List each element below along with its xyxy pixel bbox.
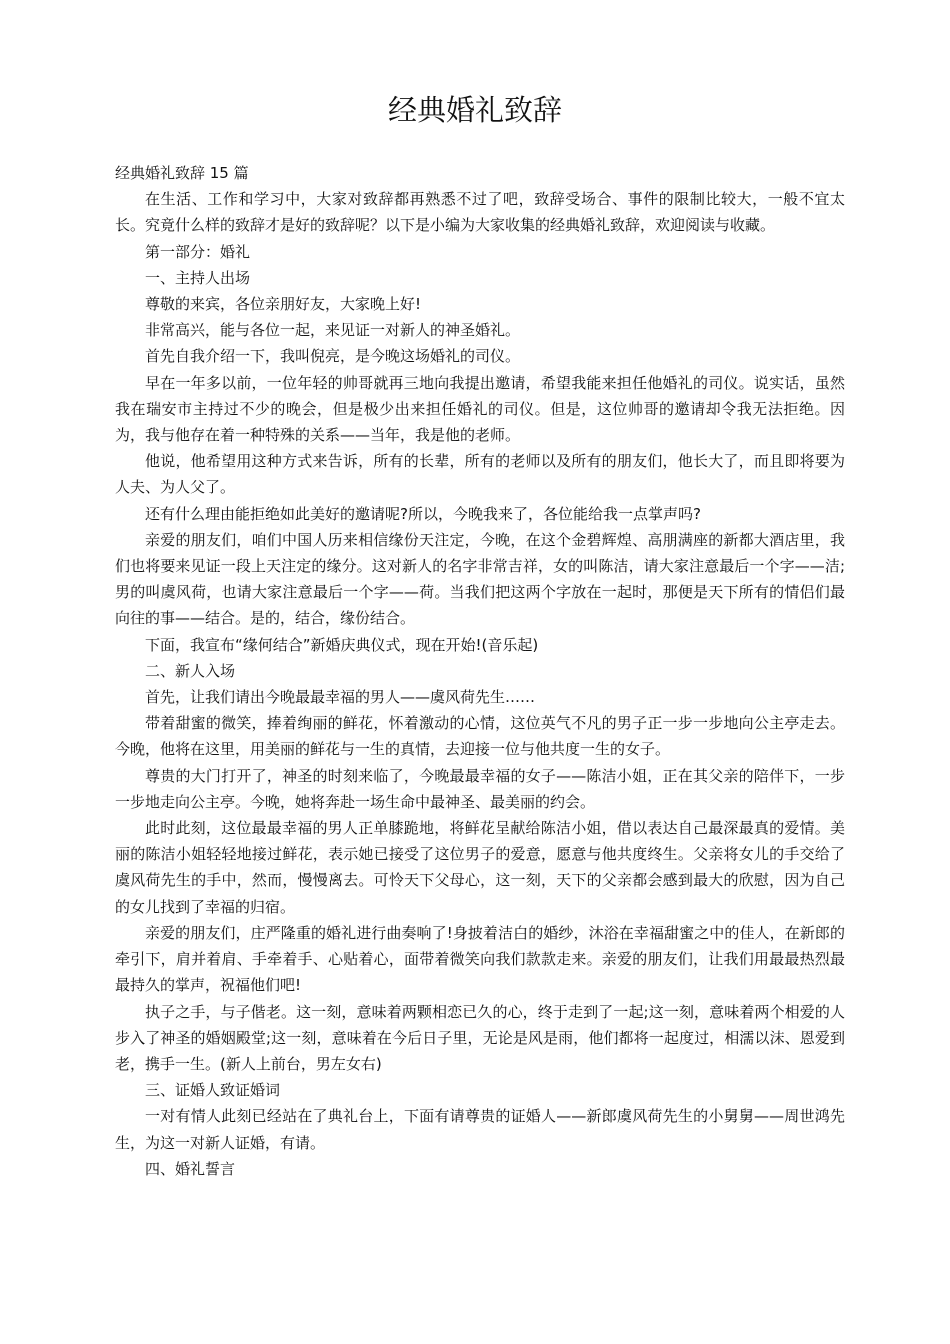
paragraph: 亲爱的朋友们，庄严隆重的婚礼进行曲奏响了!身披着洁白的婚纱，沐浴在幸福甜蜜之中的佳人，在新郎的牵引下，肩并着肩、手牵着手、心贴着心，面带着微笑向我们款款走来。亲爱的朋友们，让我们用最最热烈最最持久的掌声，祝福他们吧! xyxy=(115,923,845,995)
paragraph: 下面，我宣布“缘何结合”新婚庆典仪式，现在开始!(音乐起) xyxy=(145,635,539,654)
paragraph: 非常高兴，能与各位一起，来见证一对新人的神圣婚礼。 xyxy=(145,321,521,340)
page-title: 经典婚礼致辞 xyxy=(387,93,562,127)
section-heading-witness-speech: 三、证婚人致证婚词 xyxy=(145,1081,281,1100)
paragraph: 执子之手，与子偕老。这一刻，意味着两颗相恋已久的心，终于走到了一起;这一刻，意味着两个相爱的人步入了神圣的婚姻殿堂;这一刻，意味着在今后日子里，无论是风是雨，他们都将一起度过，相濡以沫、恩爱到老，携手一生。(新人上前台，男左女右) xyxy=(115,1002,845,1073)
paragraph: 一对有情人此刻已经站在了典礼台上，下面有请尊贵的证婚人——新郎虞风荷先生的小舅舅——周世鸿先生，为这一对新人证婚，有请。 xyxy=(115,1107,845,1152)
section-heading-host-entrance: 一、主持人出场 xyxy=(145,268,251,287)
paragraph: 尊敬的来宾，各位亲朋好友，大家晚上好! xyxy=(145,295,422,314)
section-heading-part-one: 第一部分：婚礼 xyxy=(145,242,251,261)
document-body xyxy=(115,160,845,1182)
paragraph: 带着甜蜜的微笑，捧着绚丽的鲜花，怀着激动的心情，这位英气不凡的男子正一步一步地向公主亭走去。今晚，他将在这里，用美丽的鲜花与一生的真情，去迎接一位与他共度一生的女子。 xyxy=(115,714,845,759)
paragraph: 还有什么理由能拒绝如此美好的邀请呢?所以，今晚我来了，各位能给我一点掌声吗? xyxy=(145,504,701,523)
paragraph: 首先自我介绍一下，我叫倪亮，是今晚这场婚礼的司仪。 xyxy=(145,347,521,366)
paragraph: 他说，他希望用这种方式来告诉，所有的长辈，所有的老师以及所有的朋友们，他长大了，而且即将要为人夫、为人父了。 xyxy=(115,452,845,497)
paragraph: 首先，让我们请出今晚最最幸福的男人——虞风荷先生…… xyxy=(145,688,536,707)
document-subtitle: 经典婚礼致辞 15 篇 xyxy=(115,164,249,182)
paragraph: 亲爱的朋友们，咱们中国人历来相信缘份天注定，今晚，在这个金碧辉煌、高朋满座的新都大酒店里，我们也将要来见证一段上天注定的缘分。这对新人的名字非常吉祥，女的叫陈洁，请大家注意最后一个字——洁;男的叫虞风荷，也请大家注意最后一个字——荷。当我们把这两个字放在一起时，那便是天下所有的情侣们最向往的事——结合。是的，结合，缘份结合。 xyxy=(115,530,845,628)
section-heading-couple-entrance: 二、新人入场 xyxy=(145,661,236,680)
paragraph-intro: 在生活、工作和学习中，大家对致辞都再熟悉不过了吧，致辞受场合、事件的限制比较大，一般不宜太长。究竟什么样的致辞才是好的致辞呢？以下是小编为大家收集的经典婚礼致辞，欢迎阅读与收藏。 xyxy=(115,190,845,235)
section-heading-wedding-vows: 四、婚礼誓言 xyxy=(145,1159,236,1178)
paragraph: 早在一年多以前，一位年轻的帅哥就再三地向我提出邀请，希望我能来担任他婚礼的司仪。说实话，虽然我在瑞安市主持过不少的晚会，但是极少出来担任婚礼的司仪。但是，这位帅哥的邀请却令我无法拒绝。因为，我与他存在着一种特殊的关系——当年，我是他的老师。 xyxy=(115,373,845,445)
paragraph: 尊贵的大门打开了，神圣的时刻来临了，今晚最最幸福的女子——陈洁小姐，正在其父亲的陪伴下，一步一步地走向公主亭。今晚，她将奔赴一场生命中最神圣、最美丽的约会。 xyxy=(115,766,845,811)
paragraph: 此时此刻，这位最最幸福的男人正单膝跪地，将鲜花呈献给陈洁小姐，借以表达自己最深最真的爱情。美丽的陈洁小姐轻轻地接过鲜花，表示她已接受了这位男子的爱意，愿意与他共度终生。父亲将女儿的手交给了虞风荷先生的手中，然而，慢慢离去。可怜天下父母心，这一刻，天下的父亲都会感到最大的欣慰，因为自己的女儿找到了幸福的归宿。 xyxy=(115,819,845,916)
